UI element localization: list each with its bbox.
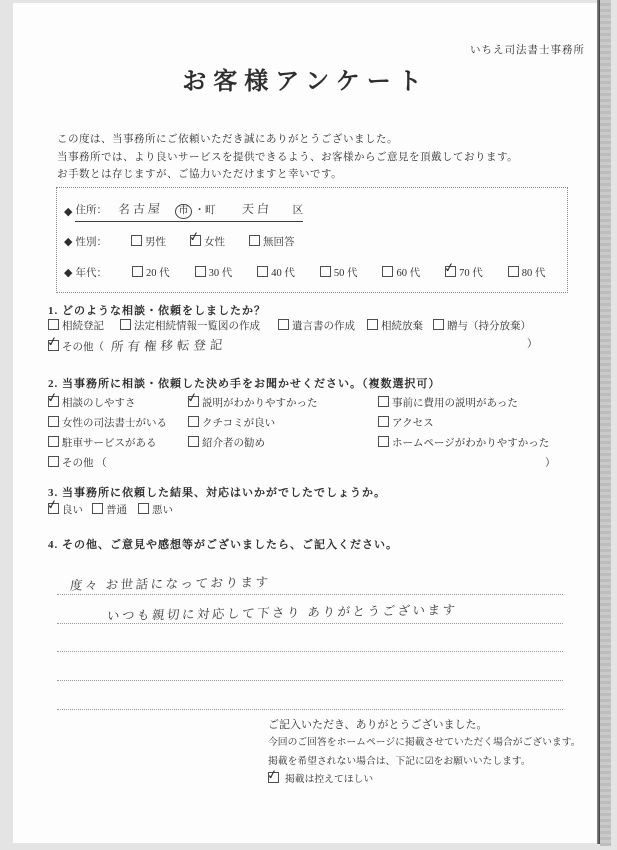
checkbox-icon[interactable] xyxy=(378,396,389,407)
checkbox-icon[interactable] xyxy=(367,319,378,330)
checkbox-icon[interactable] xyxy=(48,436,59,447)
checkbox-icon[interactable] xyxy=(48,319,59,330)
checkbox-icon[interactable] xyxy=(433,319,444,330)
q2-other-row xyxy=(48,455,560,471)
checkbox-label: 悪い xyxy=(152,505,173,516)
checkbox-icon[interactable] xyxy=(382,266,393,277)
q1-option-houki[interactable] xyxy=(367,318,423,333)
ward-suffix: 区 xyxy=(292,205,304,216)
q2-option-other[interactable] xyxy=(48,458,107,469)
checkbox-icon[interactable] xyxy=(320,266,331,277)
q1-option-yuigon[interactable] xyxy=(278,318,355,333)
checkbox-label: ホームページがわかりやすかった xyxy=(392,438,550,449)
diamond-icon: ◆ xyxy=(64,267,73,279)
checkbox-icon[interactable] xyxy=(138,503,149,514)
age-option-30s[interactable] xyxy=(195,265,233,280)
intro-text xyxy=(57,131,518,184)
checkbox-label: 女性 xyxy=(203,237,225,248)
checkbox-icon[interactable] xyxy=(188,396,199,407)
footer-note-2: 掲載を希望されない場合は、下記に☑をお願いいたします。 xyxy=(268,755,531,767)
checkbox-icon[interactable] xyxy=(188,416,199,427)
q2-option-homepage[interactable] xyxy=(378,435,549,450)
checkbox-icon[interactable] xyxy=(268,772,279,783)
gender-label: ◆ 性別： xyxy=(64,236,107,248)
q1-other-close: ） xyxy=(527,339,538,350)
checkbox-label: 紹介者の勧め xyxy=(202,438,265,449)
age-row xyxy=(64,265,545,280)
checkbox-label: 70 代 xyxy=(459,268,483,279)
checkbox-icon[interactable] xyxy=(120,319,131,330)
q2-option-kuchikomi[interactable] xyxy=(188,415,275,430)
city-type-circled: 市 xyxy=(175,204,192,219)
q3-option-normal[interactable] xyxy=(92,502,127,517)
q3-heading: 3. 当事務所に依頼した結果、対応はいかがでしたでしょうか。 xyxy=(48,487,386,499)
q2-row-3 xyxy=(48,435,560,451)
checkbox-icon[interactable] xyxy=(131,235,142,246)
q2-option-soudan[interactable] xyxy=(48,395,136,410)
checkbox-icon[interactable] xyxy=(278,319,289,330)
q1-options xyxy=(48,318,554,334)
q2-option-shoukai[interactable] xyxy=(188,435,265,450)
checkbox-label: 掲載は控えてほしい xyxy=(285,774,374,786)
q3-option-good[interactable] xyxy=(48,502,83,517)
age-option-70s[interactable] xyxy=(445,265,483,280)
checkbox-icon[interactable] xyxy=(249,235,260,246)
checkbox-icon[interactable] xyxy=(48,456,59,467)
age-option-80s[interactable] xyxy=(508,265,546,280)
gender-option-female[interactable] xyxy=(190,234,225,249)
checkbox-icon[interactable] xyxy=(92,503,103,514)
age-option-50s[interactable] xyxy=(320,265,358,280)
q2-option-hiyou[interactable] xyxy=(378,395,518,410)
comment-line-1[interactable] xyxy=(57,558,563,595)
checkbox-icon[interactable] xyxy=(48,416,59,427)
diamond-icon: ◆ xyxy=(64,236,73,248)
comment-handwritten-1: 度々 お世話になっております xyxy=(69,575,272,593)
q1-option-zouyo[interactable] xyxy=(433,318,531,333)
checkbox-label: その他 （ xyxy=(62,458,107,469)
checkbox-label: 相続登記 xyxy=(62,321,104,332)
checkbox-label: 60 代 xyxy=(396,268,421,279)
checkbox-icon[interactable] xyxy=(378,436,389,447)
checkbox-icon[interactable] xyxy=(190,235,201,246)
checkbox-label: 普通 xyxy=(106,505,127,516)
comment-handwritten-2: いつも親切に対応して下さり ありがとうございます xyxy=(106,602,459,624)
intro-line-2: 当事務所では、より良いサービスを提供できるよう、お客様からご意見を頂戴しております。 xyxy=(57,151,519,163)
q2-option-access[interactable] xyxy=(378,415,434,430)
checkbox-label: クチコミが良い xyxy=(202,418,276,429)
footer-block xyxy=(268,716,581,790)
q1-option-other[interactable] xyxy=(48,342,104,353)
checkbox-icon[interactable] xyxy=(257,266,268,277)
checkbox-label: 無回答 xyxy=(262,237,295,248)
age-label: ◆ 年代： xyxy=(64,267,107,279)
q2-option-chusha[interactable] xyxy=(48,435,157,450)
address-ward-handwritten: 天白 xyxy=(241,201,273,217)
checkbox-label: 30 代 xyxy=(208,268,233,279)
city-type-rest: ・町 xyxy=(194,205,216,216)
checkbox-label: 相談のしやすさ xyxy=(62,398,136,409)
checkbox-icon[interactable] xyxy=(188,436,199,447)
checkbox-icon[interactable] xyxy=(48,396,59,407)
comment-line-5[interactable] xyxy=(57,681,563,710)
gender-option-male[interactable] xyxy=(131,234,166,249)
age-option-40s[interactable] xyxy=(257,265,295,280)
checkbox-label: 贈与（持分放棄） xyxy=(447,321,531,332)
checkbox-icon[interactable] xyxy=(378,416,389,427)
q3-option-bad[interactable] xyxy=(138,502,173,517)
gender-row xyxy=(64,234,294,249)
checkbox-label: 説明がわかりやすかった xyxy=(202,398,318,409)
page-title: お客様アンケート xyxy=(182,69,429,95)
checkbox-label: 遺言書の作成 xyxy=(292,321,355,332)
checkbox-label: その他（ xyxy=(62,342,104,353)
q1-other-row xyxy=(48,336,554,356)
age-option-20s[interactable] xyxy=(132,265,170,280)
comment-line-4[interactable] xyxy=(57,652,563,681)
checkbox-label: 女性の司法書士がいる xyxy=(62,418,167,429)
intro-line-1: この度は、当事務所にご依頼いただき誠にありがとうございました。 xyxy=(57,134,398,145)
checkbox-label: 50 代 xyxy=(333,268,358,279)
address-city-handwritten: 名古屋 xyxy=(116,201,164,217)
intro-line-3: お手数とは存じますが、ご協力いただけますと幸いです。 xyxy=(57,169,343,180)
address-row xyxy=(64,200,303,222)
survey-page xyxy=(13,3,598,843)
q2-option-josei[interactable] xyxy=(48,415,167,430)
checkbox-label: 駐車サービスがある xyxy=(62,438,157,449)
checkbox-icon[interactable] xyxy=(508,266,519,277)
q2-heading: 2. 当事務所に相談・依頼した決め手をお聞かせください。（複数選択可） xyxy=(48,378,441,390)
comment-line-3[interactable] xyxy=(57,624,563,652)
q1-option-souzoku-touki[interactable] xyxy=(48,318,104,333)
comments-area xyxy=(57,558,563,710)
checkbox-label: アクセス xyxy=(392,418,434,429)
checkbox-label: 事前に費用の説明があった xyxy=(392,398,518,409)
office-name: いちえ司法書士事務所 xyxy=(470,45,585,56)
gender-option-noanswer[interactable] xyxy=(249,234,295,249)
address-label: 住所： xyxy=(75,205,107,216)
age-option-60s[interactable] xyxy=(382,265,420,280)
checkbox-icon[interactable] xyxy=(195,266,206,277)
q3-options xyxy=(48,502,348,518)
comment-line-2[interactable] xyxy=(57,595,563,624)
optout-option[interactable] xyxy=(268,771,581,789)
profile-box xyxy=(56,187,568,293)
checkbox-icon[interactable] xyxy=(132,266,143,277)
checkbox-icon[interactable] xyxy=(445,266,456,277)
q1-option-houtei-jouhou[interactable] xyxy=(120,318,260,333)
q4-heading: 4. その他、ご意見や感想等がございましたら、ご記入ください。 xyxy=(48,539,398,551)
q2-option-setsumei[interactable] xyxy=(188,395,318,410)
q1-heading: 1. どのような相談・依頼をしましたか？ xyxy=(48,305,266,317)
q2-other-close: ） xyxy=(545,458,556,469)
checkbox-label: 相続放棄 xyxy=(381,321,423,332)
address-field[interactable] xyxy=(75,200,303,222)
q2-row-2 xyxy=(48,415,560,431)
checkbox-label: 40 代 xyxy=(271,268,295,279)
footer-thanks: ご記入いただき、ありがとうございました。 xyxy=(268,719,488,731)
scan-edge-band xyxy=(600,0,611,846)
checkbox-label: 良い xyxy=(62,505,83,516)
q1-other-handwritten: 所有権移転登記 xyxy=(109,337,227,355)
checkbox-icon[interactable] xyxy=(48,503,59,514)
checkbox-label: 80 代 xyxy=(521,268,546,279)
checkbox-label: 男性 xyxy=(144,237,166,248)
q2-row-1 xyxy=(48,395,560,411)
checkbox-label: 法定相続情報一覧図の作成 xyxy=(134,321,260,332)
diamond-icon: ◆ xyxy=(64,205,73,218)
footer-note-1: 今回のご回答をホームページに掲載させていただく場合がございます。 xyxy=(268,737,581,749)
checkbox-label: 20 代 xyxy=(145,268,170,279)
checkbox-icon[interactable] xyxy=(48,340,59,351)
